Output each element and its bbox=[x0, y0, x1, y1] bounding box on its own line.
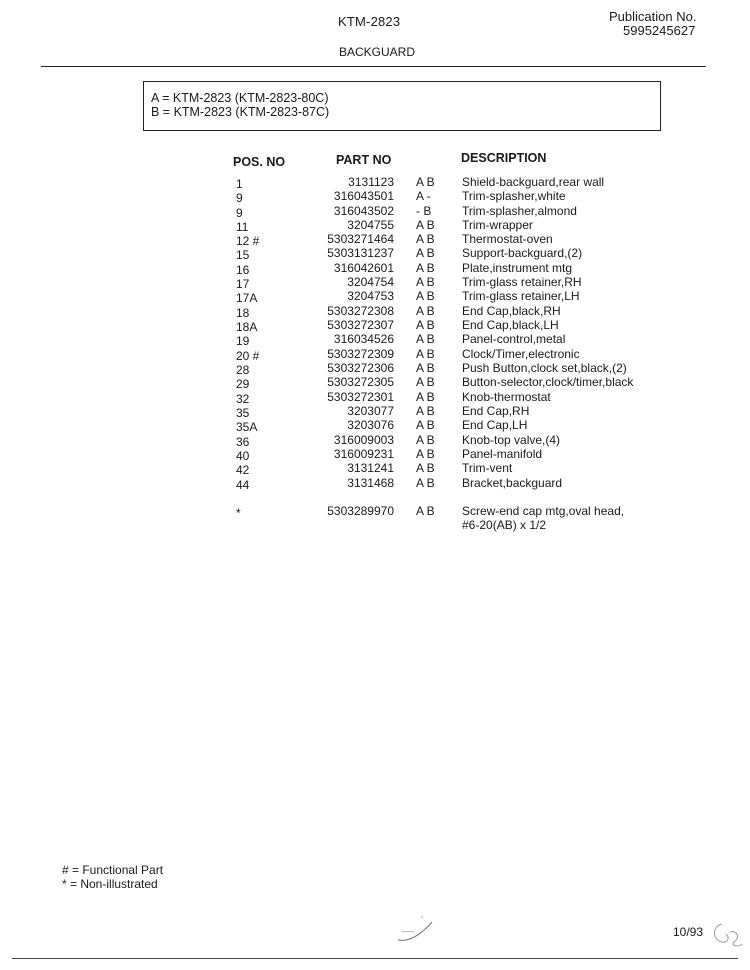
part-position: 35A bbox=[236, 420, 258, 434]
part-row bbox=[0, 404, 750, 418]
model-key-a: A = KTM-2823 (KTM-2823-80C) bbox=[151, 91, 329, 105]
part-number: 5303272309 bbox=[327, 347, 394, 361]
part-position: 11 bbox=[236, 220, 249, 234]
part-number: 3131123 bbox=[348, 175, 394, 189]
model-applicability: A B bbox=[416, 476, 435, 490]
part-position: 18 bbox=[236, 306, 250, 320]
part-number: 5303271464 bbox=[327, 232, 394, 246]
model-header: KTM-2823 bbox=[338, 14, 401, 29]
part-number: 316043501 bbox=[333, 189, 394, 203]
part-description: Panel-manifold bbox=[462, 447, 543, 461]
model-applicability: A B bbox=[416, 318, 435, 332]
part-row bbox=[0, 361, 750, 375]
part-description: Shield-backguard,rear wall bbox=[462, 175, 605, 189]
section-title: BACKGUARD bbox=[339, 45, 416, 59]
part-number: 3203076 bbox=[347, 418, 394, 432]
part-row bbox=[0, 232, 750, 246]
part-row bbox=[0, 461, 750, 475]
part-description: Bracket,backguard bbox=[462, 476, 563, 490]
part-number: 3204754 bbox=[347, 275, 394, 289]
part-row bbox=[0, 347, 750, 361]
part-position: 17 bbox=[236, 277, 250, 291]
part-row bbox=[0, 332, 750, 346]
part-position: 9 bbox=[236, 206, 243, 220]
part-description: Trim-splasher,almond bbox=[462, 204, 577, 218]
part-description: Knob-top valve,(4) bbox=[462, 433, 561, 447]
model-applicability: A B bbox=[416, 461, 435, 475]
part-number: 5303272301 bbox=[327, 390, 394, 404]
part-description: End Cap,RH bbox=[462, 404, 530, 418]
part-number: 3203077 bbox=[347, 404, 394, 418]
publication-label: Publication No. bbox=[609, 9, 697, 24]
part-row bbox=[0, 204, 750, 218]
part-description: Plate,instrument mtg bbox=[462, 261, 573, 275]
part-row bbox=[0, 189, 750, 203]
part-position: 40 bbox=[236, 449, 250, 463]
part-description: Panel-control,metal bbox=[462, 332, 566, 346]
model-applicability: A B bbox=[416, 361, 435, 375]
model-applicability: A B bbox=[416, 504, 435, 518]
part-number: 3204753 bbox=[347, 289, 394, 303]
model-applicability: A B bbox=[416, 418, 435, 432]
part-row bbox=[0, 447, 750, 461]
part-row bbox=[0, 418, 750, 432]
part-position: 28 bbox=[236, 363, 250, 377]
model-applicability: A B bbox=[416, 404, 435, 418]
part-position: 42 bbox=[236, 463, 250, 477]
part-row bbox=[0, 275, 750, 289]
part-position: 35 bbox=[236, 406, 250, 420]
part-row bbox=[0, 218, 750, 232]
part-description: Thermostat-oven bbox=[462, 232, 553, 246]
part-row bbox=[0, 375, 750, 389]
model-applicability: A B bbox=[416, 347, 435, 361]
part-description: End Cap,black,LH bbox=[462, 318, 559, 332]
part-position: 12 # bbox=[236, 234, 260, 248]
part-number: 316034526 bbox=[333, 332, 394, 346]
part-description: Trim-glass retainer,LH bbox=[462, 289, 580, 303]
part-number: 5303272305 bbox=[327, 375, 394, 389]
model-applicability: A B bbox=[416, 232, 435, 246]
model-applicability: A B bbox=[416, 289, 435, 303]
header-divider bbox=[41, 66, 706, 67]
part-description: End Cap,black,RH bbox=[462, 304, 561, 318]
model-applicability: A B bbox=[416, 447, 435, 461]
part-number: 316009003 bbox=[333, 433, 394, 447]
part-position: 44 bbox=[236, 478, 250, 492]
part-description: Support-backguard,(2) bbox=[462, 246, 583, 260]
part-number: 3204755 bbox=[347, 218, 394, 232]
part-position: 15 bbox=[236, 248, 250, 262]
model-applicability: A B bbox=[416, 375, 435, 389]
part-number: 5303272307 bbox=[327, 318, 394, 332]
part-row bbox=[0, 504, 750, 532]
publication-number: 5995245627 bbox=[623, 23, 696, 38]
column-header-description: DESCRIPTION bbox=[461, 151, 547, 165]
part-number: 316043502 bbox=[333, 204, 394, 218]
handwritten-mark bbox=[392, 912, 442, 952]
model-applicability: A B bbox=[416, 332, 435, 346]
model-applicability: A B bbox=[416, 175, 435, 189]
legend-non-illustrated: * = Non-illustrated bbox=[62, 877, 158, 891]
part-position: 32 bbox=[236, 392, 250, 406]
model-applicability: A B bbox=[416, 246, 435, 260]
model-applicability: A B bbox=[416, 390, 435, 404]
model-applicability: - B bbox=[416, 204, 432, 218]
part-description: Trim-vent bbox=[462, 461, 513, 475]
part-position: 19 bbox=[236, 334, 250, 348]
part-row bbox=[0, 175, 750, 189]
part-position: * bbox=[236, 506, 241, 520]
footer-divider bbox=[12, 958, 738, 959]
part-row bbox=[0, 261, 750, 275]
part-number: 3131241 bbox=[347, 461, 394, 475]
part-row bbox=[0, 390, 750, 404]
part-number: 5303131237 bbox=[327, 246, 394, 260]
part-number: 316042601 bbox=[333, 261, 394, 275]
column-header-part: PART NO bbox=[336, 153, 392, 167]
part-position: 18A bbox=[236, 320, 258, 334]
part-row bbox=[0, 433, 750, 447]
model-applicability: A B bbox=[416, 218, 435, 232]
model-applicability: A B bbox=[416, 261, 435, 275]
part-description: Clock/Timer,electronic bbox=[462, 347, 580, 361]
part-number: 5303289970 bbox=[327, 504, 394, 518]
part-description: Screw-end cap mtg,oval head, bbox=[462, 504, 625, 518]
column-header-pos: POS. NO bbox=[233, 155, 286, 169]
part-position: 16 bbox=[236, 263, 250, 277]
part-description: Push Button,clock set,black,(2) bbox=[462, 361, 627, 375]
part-description: Trim-wrapper bbox=[462, 218, 533, 232]
part-description: Trim-splasher,white bbox=[462, 189, 566, 203]
part-row bbox=[0, 289, 750, 303]
part-row bbox=[0, 318, 750, 332]
part-row bbox=[0, 246, 750, 260]
part-position: 9 bbox=[236, 191, 243, 205]
part-description-continued: #6-20(AB) x 1/2 bbox=[462, 518, 547, 532]
part-number: 3131468 bbox=[347, 476, 394, 490]
part-position: 20 # bbox=[236, 349, 260, 363]
part-row bbox=[0, 304, 750, 318]
part-description: Trim-glass retainer,RH bbox=[462, 275, 582, 289]
legend-functional: # = Functional Part bbox=[62, 863, 164, 877]
part-position: 29 bbox=[236, 377, 250, 391]
model-applicability: A B bbox=[416, 433, 435, 447]
part-row bbox=[0, 476, 750, 490]
model-applicability: A B bbox=[416, 275, 435, 289]
part-number: 316009231 bbox=[333, 447, 394, 461]
model-key-box bbox=[143, 81, 661, 131]
model-applicability: A B bbox=[416, 304, 435, 318]
part-number: 5303272308 bbox=[327, 304, 394, 318]
model-key-b: B = KTM-2823 (KTM-2823-87C) bbox=[151, 105, 330, 119]
part-description: Button-selector,clock/timer,black bbox=[462, 375, 634, 389]
part-description: Knob-thermostat bbox=[462, 390, 551, 404]
model-applicability: A - bbox=[416, 189, 431, 203]
handwritten-initials bbox=[708, 918, 748, 952]
part-position: 17A bbox=[236, 291, 258, 305]
part-position: 36 bbox=[236, 435, 250, 449]
part-number: 5303272306 bbox=[327, 361, 394, 375]
date-code: 10/93 bbox=[673, 925, 704, 939]
part-description: End Cap,LH bbox=[462, 418, 528, 432]
part-position: 1 bbox=[236, 177, 243, 191]
